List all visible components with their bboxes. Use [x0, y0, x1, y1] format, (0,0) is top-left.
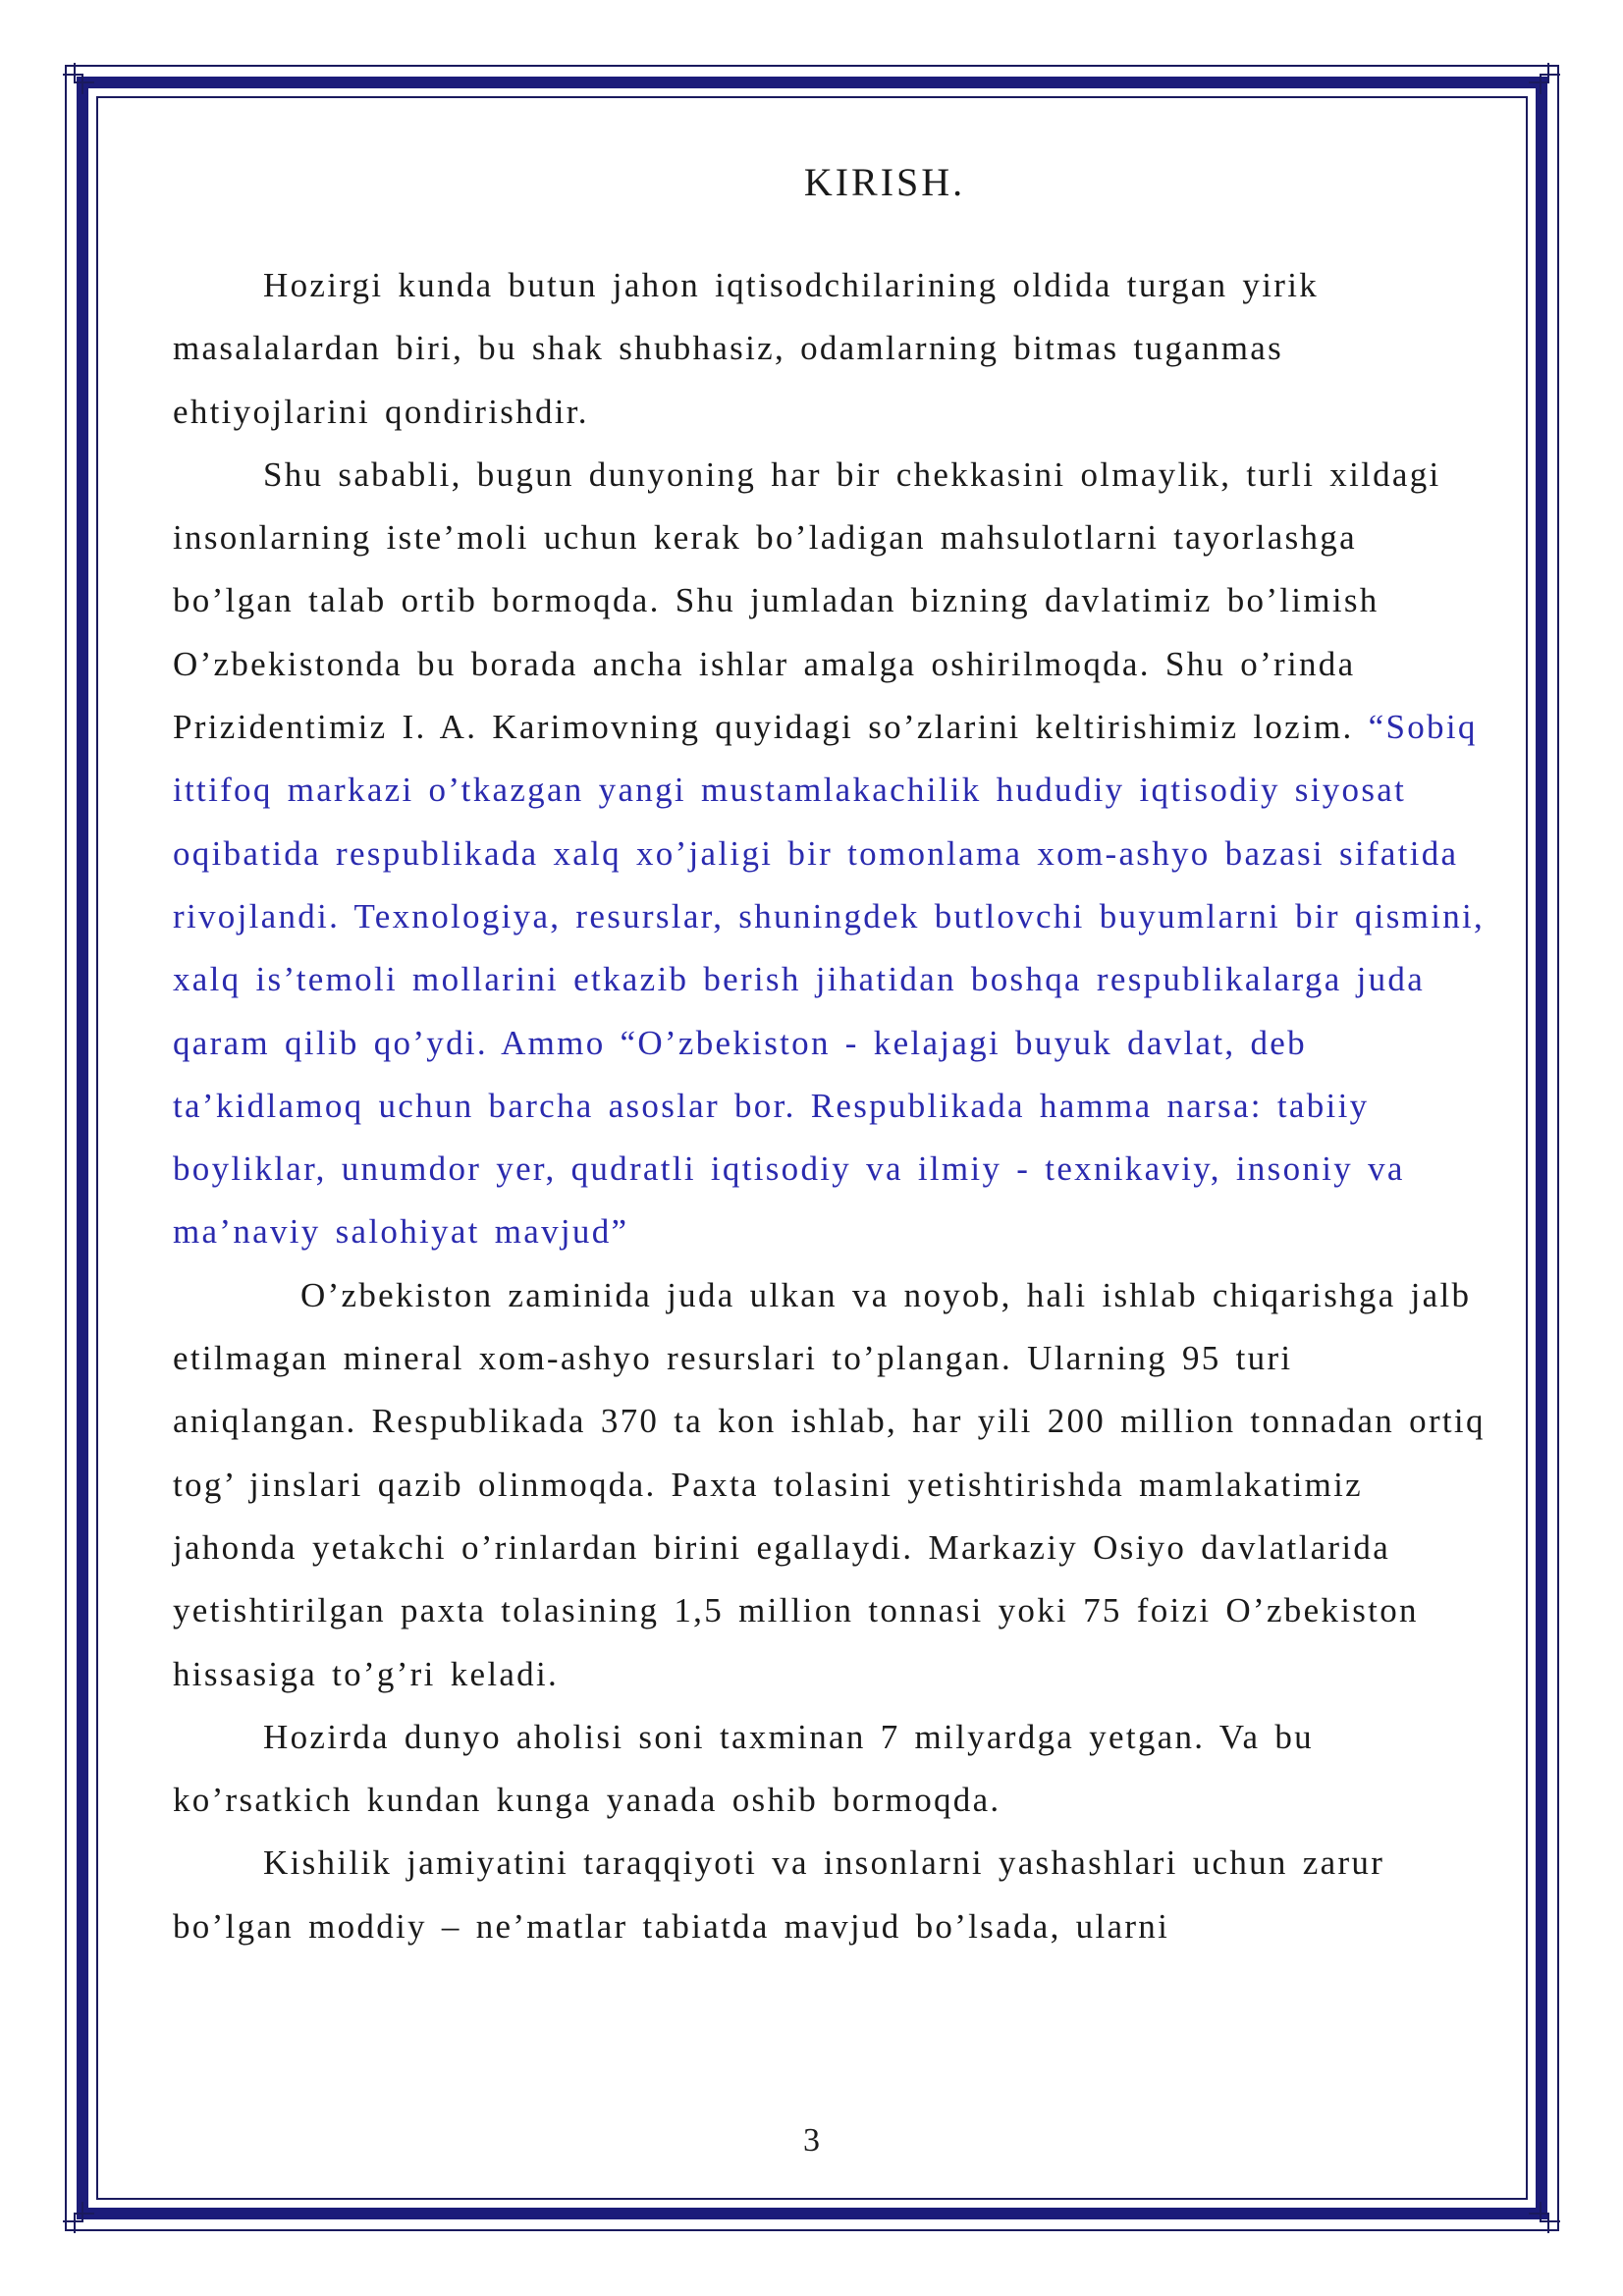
- corner-ornament-icon: [1527, 2200, 1562, 2235]
- paragraph: [173, 444, 1488, 1264]
- paragraph: [173, 254, 1488, 444]
- paragraph-text: O’zbekiston zaminida juda ulkan va noyob, hali ishlab chiqarishga jalb etilmagan mineral xom-ashyo resurslari to’plangan. Ularning 95 turi aniqlangan. Respublikada 370 ta kon ishlab, har yili 200 million tonnadan ortiq tog’ jinslari qazib olinmoqda. Paxta tolasini yetishtirishda mamlakatimiz jahonda yetakchi o’rinlardan birini egallaydi. Markaziy Osiyo davlatlarida yetishtirilgan paxta tolasining 1,5 million tonnasi yoki 75 foizi O’zbekiston hissasiga to’g’ri keladi.: [173, 1275, 1486, 1693]
- paragraph-text: Kishilik jamiyatini taraqqiyoti va insonlarni yashashlari uchun zarur bo’lgan moddiy – ne’matlar tabiatda mavjud bo’lsada, ularni: [173, 1843, 1385, 1946]
- paragraph-text: Hozirda dunyo aholisi soni taxminan 7 milyardga yetgan. Va bu ko’rsatkich kundan kunga yanada oshib bormoqda.: [173, 1717, 1314, 1820]
- paragraph: [173, 1832, 1488, 1958]
- page-number: 3: [803, 2122, 820, 2159]
- paragraph-text: Hozirgi kunda butun jahon iqtisodchilarining oldida turgan yirik masalalardan biri, bu shak shubhasiz, odamlarning bitmas tuganmas ehtiyojlarini qondirishdir.: [173, 266, 1320, 431]
- paragraph-text: Shu sababli, bugun dunyoning har bir chekkasini olmaylik, turli xildagi insonlarning iste’moli uchun kerak bo’ladigan mahsulotlarni tayorlashga bo’lgan talab ortib bormoqda. Shu jumladan bizning davlatimiz bo’limish O’zbekistonda bu borada ancha ishlar amalga oshirilmoqda. Shu o’rinda Prizidentimiz I. A. Karimovning quyidagi so’zlarini keltirishimiz lozim.: [173, 454, 1441, 747]
- presidential-quote: “Sobiq ittifoq markazi o’tkazgan yangi mustamlakachilik hududiy iqtisodiy siyosat oqibatida respublikada xalq xo’jaligi bir tomonlama xom-ashyo bazasi sifatida rivojlandi. Texnologiya, resurslar, shuningdek butlovchi buyumlarni bir qismini, xalq is’temoli mollarini etkazib berish jihatidan boshqa respublikalarga juda qaram qilib qo’ydi. Ammo “O’zbekiston - kelajagi buyuk davlat, deb ta’kidlamoq uchun barcha asoslar bor. Respublikada hamma narsa: tabiiy boyliklar, unumdor yer, qudratli iqtisodiy va ilmiy - texnikaviy, insoniy va ma’naviy salohiyat mavjud”: [173, 708, 1486, 1252]
- corner-ornament-icon: [61, 2200, 96, 2235]
- page-title: KIRISH.: [803, 160, 966, 204]
- paragraph: [173, 1706, 1488, 1833]
- paragraph: [173, 1264, 1488, 1706]
- corner-ornament-icon: [61, 61, 96, 96]
- document-body: [173, 147, 1488, 1958]
- corner-ornament-icon: [1527, 61, 1562, 96]
